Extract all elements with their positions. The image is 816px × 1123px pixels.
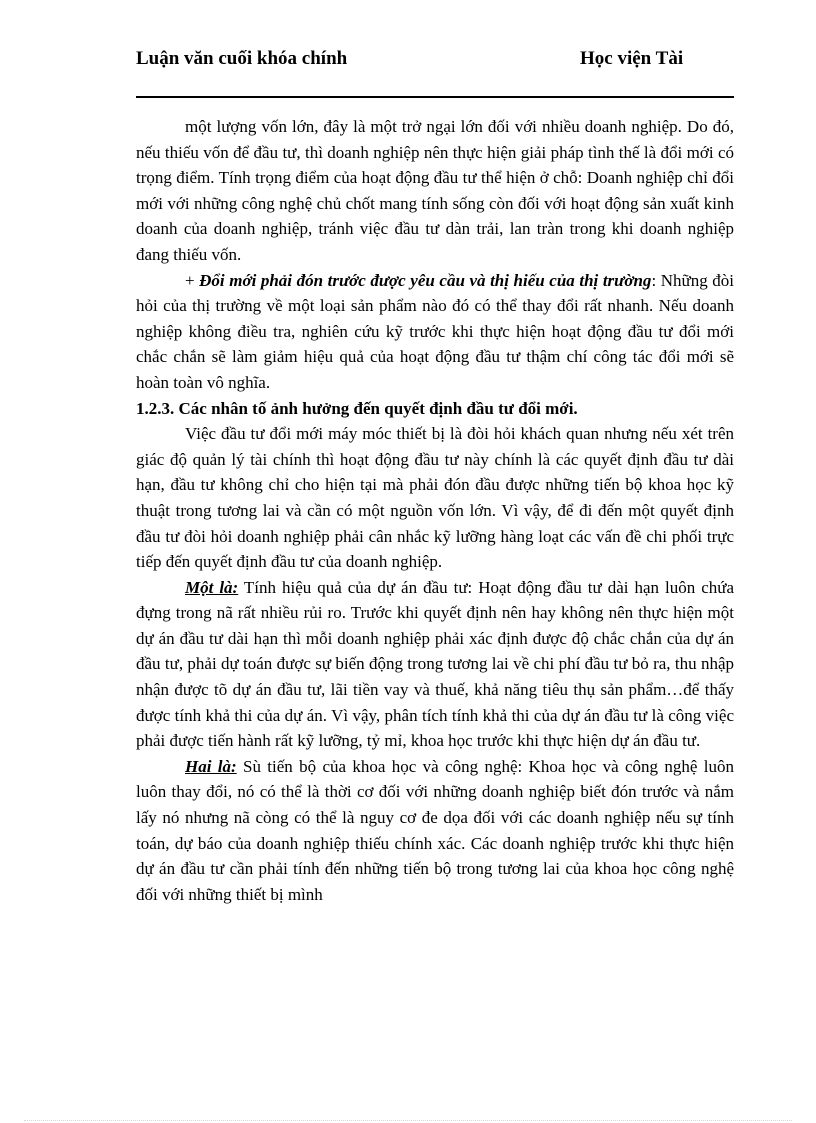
paragraph-2-emphasis: Đổi mới phải đón trước được yêu cầu và thị hiếu của thị trường bbox=[199, 270, 652, 290]
paragraph-5-label: Hai là: bbox=[185, 756, 237, 776]
paragraph-2-prefix: + bbox=[185, 270, 200, 290]
paragraph-4-label: Một là: bbox=[185, 577, 239, 597]
section-heading: 1.2.3. Các nhân tố ảnh hưởng đến quyết định đầu tư đổi mới. bbox=[136, 398, 578, 418]
paragraph-5-text: Sù tiến bộ của khoa học và công nghệ: Khoa học và công nghệ luôn luôn thay đổi, nó có thể là thời cơ đối với những doanh nghiệp biết đón trước và nắm lấy nó nhưng nã còng có thể là nguy cơ đe dọa đối với các doanh nghiệp nếu sự tính toán, dự báo của doanh nghiệp thiếu chính xác. Các doanh nghiệp trước khi thực hiện dự án đầu tư cần phải tính đến những tiến bộ trong tương lai của khoa học công nghệ đối với những thiết bị mình bbox=[136, 756, 734, 904]
header-left-title: Luận văn cuối khóa chính bbox=[136, 48, 348, 69]
page-bottom-divider bbox=[24, 1120, 792, 1121]
document-body bbox=[136, 114, 734, 907]
page-header bbox=[136, 46, 734, 98]
paragraph-2-text: : Những đòi hỏi của thị trường về một loại sản phẩm nào đó có thể thay đổi rất nhanh. Nếu doanh nghiệp không điều tra, nghiên cứu kỹ trước khi thực hiện hoạt động đầu tư đổi mới chắc chắn sẽ làm giảm hiệu quả của hoạt động đầu tư thậm chí công tác đổi mới sẽ hoàn toàn vô nghĩa. bbox=[136, 270, 735, 392]
paragraph-4 bbox=[136, 575, 734, 754]
paragraph-4-text: Tính hiệu quả của dự án đầu tư: Hoạt động đầu tư dài hạn luôn chứa đựng trong nã rất nhiều rủi ro. Trước khi quyết định nên hay không nên thực hiện một dự án đầu tư dài hạn thì mỗi doanh nghiệp phải xác định được độ chắc chắn của dự án đầu tư, phải dự toán được sự biến động trong tương lai về chi phí đầu tư bỏ ra, thu nhập nhận được tõ dự án đầu tư, lãi tiền vay và thuế, khả năng tiêu thụ sản phẩm…để thấy được tính khả thi của dự án. Vì vậy, phân tích tính khả thi của dự án đầu tư là công việc phải được tiến hành rất kỹ lưỡng, tỷ mỉ, khoa học trước khi thực hiện dự án đầu tư. bbox=[136, 577, 734, 751]
paragraph-3: Việc đầu tư đổi mới máy móc thiết bị là đòi hỏi khách quan nhưng nếu xét trên giác độ quản lý tài chính thì hoạt động đầu tư này chính là các quyết định đầu tư dài hạn, đầu tư không chỉ cho hiện tại mà phải đón đầu được những tiến bộ khoa học kỹ thuật trong tương lai và cần có một nguồn vốn lớn. Vì vậy, để đi đến một quyết định đầu tư đòi hỏi doanh nghiệp phải cân nhắc kỹ lưỡng hàng loạt các vấn đề chi phối trực tiếp đến quyết định đầu tư của doanh nghiệp. bbox=[136, 424, 734, 572]
paragraph-1: một lượng vốn lớn, đây là một trở ngại lớn đối với nhiều doanh nghiệp. Do đó, nếu thiếu vốn để đầu tư, thì doanh nghiệp nên thực hiện giải pháp tình thế là đổi mới có trọng điểm. Tính trọng điểm của hoạt động đầu tư thể hiện ở chỗ: Doanh nghiệp chỉ đổi mới với những công nghệ chủ chốt mang tính sống còn đối với hoạt động sản xuất kinh doanh của doanh nghiệp, tránh việc đầu tư dàn trải, lan tràn trong khi doanh nghiệp đang thiếu vốn. bbox=[136, 117, 734, 264]
paragraph-2 bbox=[136, 268, 734, 396]
paragraph-5 bbox=[136, 754, 734, 908]
header-right-title: Học viện Tài bbox=[580, 48, 684, 69]
